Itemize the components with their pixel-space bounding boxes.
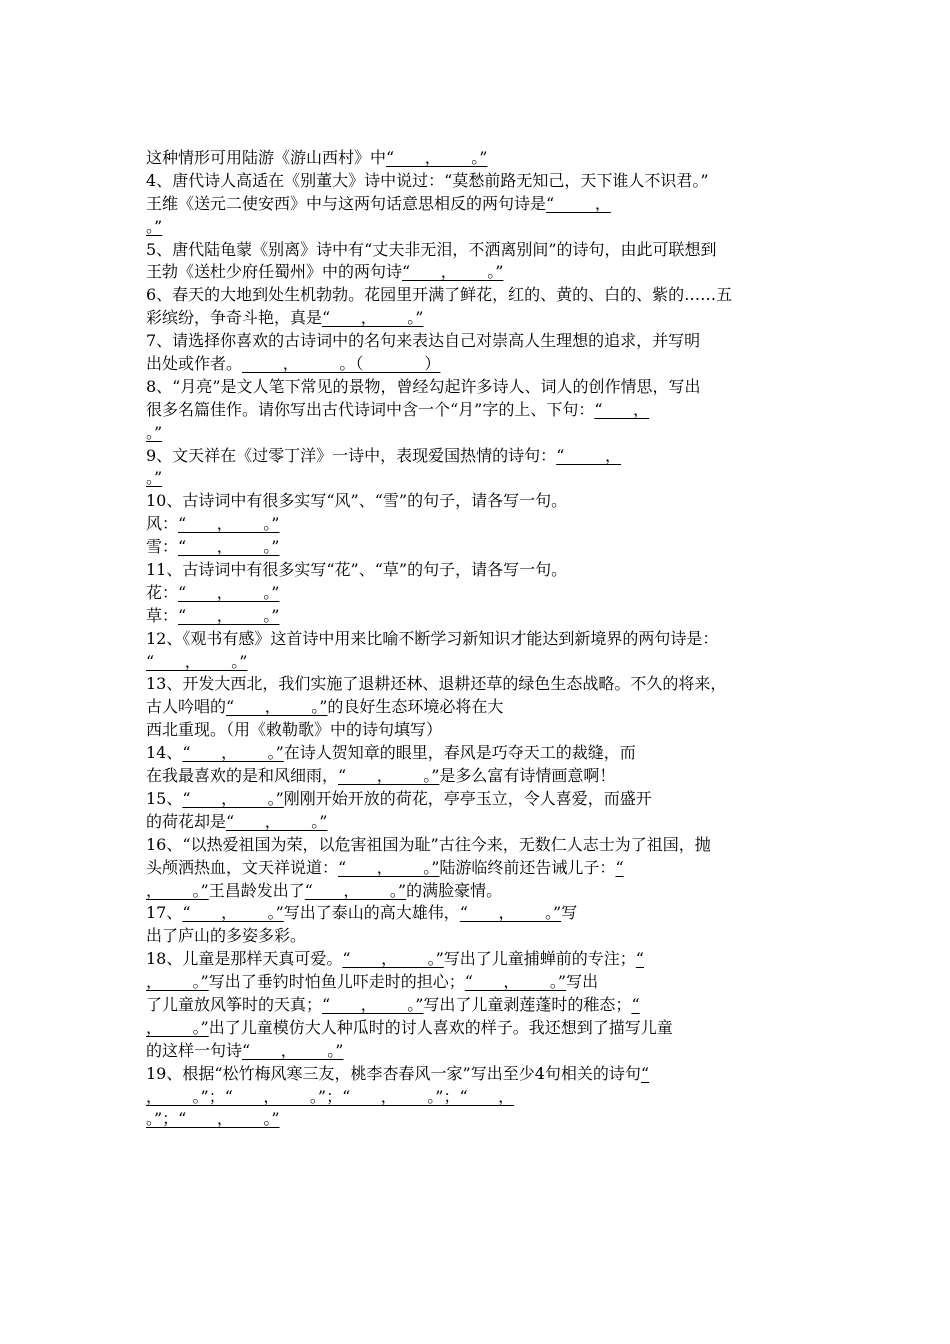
question-text: 写出了儿童剥莲蓬时的稚态； xyxy=(423,994,632,1014)
text-line xyxy=(146,147,811,170)
question-text: 的满脸豪情。 xyxy=(406,880,503,900)
text-line xyxy=(146,330,811,353)
text-line xyxy=(146,307,811,330)
text-line xyxy=(146,1040,811,1063)
question-text: 王维《送元二使安西》中与这两句话意思相反的两句诗是 xyxy=(146,193,547,213)
text-line xyxy=(146,490,811,513)
answer-blank[interactable]: “ ， 。” xyxy=(459,903,562,923)
question-text: 草： xyxy=(146,605,179,625)
answer-blank[interactable]: ， 。（ ） xyxy=(242,354,441,374)
answer-blank[interactable]: 。” xyxy=(146,216,163,236)
answer-blank[interactable]: “ ， 。” xyxy=(178,537,280,557)
question-text: 花： xyxy=(146,582,179,602)
question-text: 王昌龄发出了 xyxy=(208,880,305,900)
answer-blank[interactable]: ， 。”；“ ， 。”；“ ， 。”；“ ， xyxy=(146,1086,515,1106)
answer-blank[interactable]: “ xyxy=(640,1063,650,1083)
question-text: 出了儿童模仿大人种瓜时的讨人喜欢的样子。我还想到了描写儿童 xyxy=(208,1017,673,1037)
answer-blank[interactable]: “ ， 。” xyxy=(178,582,280,602)
text-line xyxy=(146,193,811,216)
text-line xyxy=(146,216,811,239)
text-line xyxy=(146,513,811,536)
text-line xyxy=(146,1086,811,1109)
question-text: 王勃《送杜少府任蜀州》中的两句诗 xyxy=(146,262,403,282)
question-text: 的良好生态环境必将在大 xyxy=(327,697,504,717)
answer-blank[interactable]: “ ， 。” xyxy=(178,514,280,534)
text-line xyxy=(146,925,811,948)
answer-blank[interactable]: “ ， 。” xyxy=(226,697,328,717)
text-line xyxy=(146,1063,811,1086)
question-text: 在诗人贺知章的眼里，春风是巧夺天工的裁缝，而 xyxy=(283,743,636,763)
question-text: 14、 xyxy=(146,743,183,763)
question-text: 6、春天的大地到处生机勃勃。花园里开满了鲜花，红的、黄的、白的、紫的……五 xyxy=(146,285,733,305)
question-text: 7、请选择你喜欢的古诗词中的名句来表达自己对崇高人生理想的追求，并写明 xyxy=(146,331,701,351)
question-text: 彩缤纷，争奇斗艳，真是 xyxy=(146,308,323,328)
text-line xyxy=(146,742,811,765)
answer-blank[interactable]: “ ， 。” xyxy=(226,811,328,831)
text-line xyxy=(146,559,811,582)
answer-blank[interactable]: “ ， 。” xyxy=(322,308,424,328)
answer-blank[interactable]: “ ， 。” xyxy=(386,148,488,167)
question-text: 16、“以热爱祖国为荣，以危害祖国为耻”古往今来，无数仁人志士为了祖国，抛 xyxy=(146,834,711,854)
question-text: 17、 xyxy=(146,903,183,923)
question-text: 风： xyxy=(146,514,179,534)
answer-blank[interactable]: “ ， 。” xyxy=(402,262,504,282)
question-text: 在我最喜欢的是和风细雨， xyxy=(146,766,339,786)
question-text: 11、古诗词中有很多实写“花”、“草”的句子，请各写一句。 xyxy=(146,560,568,580)
question-text: 13、开发大西北，我们实施了退耕还林、退耕还草的绿色生态战略。不久的将来， xyxy=(146,674,727,694)
question-text: 18、儿童是那样天真可爱。 xyxy=(146,949,343,969)
text-line xyxy=(146,353,811,376)
answer-blank[interactable]: ， 。” xyxy=(146,972,209,992)
question-text: 很多名篇佳作。请你写出古代诗词中含一个“月”字的上、下句： xyxy=(146,399,595,419)
answer-blank[interactable]: “ xyxy=(631,994,640,1014)
text-line xyxy=(146,857,811,880)
text-line xyxy=(146,1017,811,1040)
answer-blank[interactable]: “ ， 。” xyxy=(182,903,284,923)
question-text: 是多么富有诗情画意啊！ xyxy=(439,766,616,786)
text-line xyxy=(146,284,811,307)
text-line xyxy=(146,628,811,651)
answer-blank[interactable]: “ xyxy=(635,949,644,969)
text-line xyxy=(146,811,811,834)
question-text: 写出 xyxy=(566,972,599,992)
answer-blank[interactable]: “ ， 。” xyxy=(338,857,440,877)
text-line xyxy=(146,376,811,399)
text-line xyxy=(146,834,811,857)
question-text: 12、《观书有感》这首诗中用来比喻不断学习新知识才能达到新境界的两句诗是： xyxy=(146,628,719,648)
text-line xyxy=(146,605,811,628)
text-line xyxy=(146,445,811,468)
answer-blank[interactable]: “ ， 。” xyxy=(304,880,407,900)
question-text: 写出了儿童捕蝉前的专注； xyxy=(443,949,636,969)
answer-blank[interactable]: 。” xyxy=(146,468,163,488)
answer-blank[interactable]: “ ， 。” xyxy=(182,743,284,763)
text-line xyxy=(146,1108,811,1131)
worksheet-content xyxy=(146,147,811,1131)
question-text: 雪： xyxy=(146,537,179,557)
question-text: 写 xyxy=(561,903,578,923)
question-text: 的荷花却是 xyxy=(146,811,227,831)
answer-blank[interactable]: ， 。” xyxy=(146,1017,209,1037)
question-text: 这种情形可用陆游《游山西村》中 xyxy=(146,148,387,167)
answer-blank[interactable]: “ ， 。” xyxy=(322,994,424,1014)
answer-blank[interactable]: “ ， 。” xyxy=(338,766,440,786)
answer-blank[interactable]: “ ， 。” xyxy=(182,788,284,808)
text-line xyxy=(146,994,811,1017)
text-line xyxy=(146,971,811,994)
text-line xyxy=(146,696,811,719)
question-text: 了儿童放风筝时的天真； xyxy=(146,994,323,1014)
answer-blank[interactable]: “ ， xyxy=(594,399,650,419)
question-text: 刚刚开始开放的荷花，亭亭玉立，令人喜爱，而盛开 xyxy=(283,788,652,808)
question-text: 4、唐代诗人高适在《别董大》诗中说过：“莫愁前路无知己，天下谁人不识君。” xyxy=(146,170,709,190)
question-text: 陆游临终前还告诫儿子： xyxy=(439,857,616,877)
question-text: 15、 xyxy=(146,788,183,808)
question-text: 出了庐山的多姿多彩。 xyxy=(146,926,307,946)
answer-blank[interactable]: “ ， 。” xyxy=(178,605,280,625)
answer-blank[interactable]: “ ， xyxy=(546,193,611,213)
text-line xyxy=(146,261,811,284)
question-text: 头颅洒热血，文天祥说道： xyxy=(146,857,339,877)
question-text: 出处或作者。 xyxy=(146,354,243,374)
answer-blank[interactable]: “ ， xyxy=(556,445,622,465)
question-text: 19、根据“松竹梅风寒三友，桃李杏春风一家”写出至少4句相关的诗句 xyxy=(146,1063,641,1083)
text-line xyxy=(146,902,811,925)
text-line xyxy=(146,651,811,674)
question-text: 写出了垂钓时怕鱼儿吓走时的担心； xyxy=(208,972,465,992)
answer-blank[interactable]: “ ， 。” xyxy=(342,949,444,969)
text-line xyxy=(146,788,811,811)
text-line xyxy=(146,536,811,559)
text-line xyxy=(146,765,811,788)
question-text: 西北重现。（用《敕勒歌》中的诗句填写） xyxy=(146,720,443,740)
text-line xyxy=(146,948,811,971)
text-line xyxy=(146,673,811,696)
answer-blank[interactable]: 。” xyxy=(146,422,163,442)
text-line xyxy=(146,399,811,422)
answer-blank[interactable]: “ ， 。” xyxy=(464,972,567,992)
answer-blank[interactable]: “ ， 。” xyxy=(242,1040,344,1060)
text-line xyxy=(146,880,811,903)
question-text: 写出了泰山的高大雄伟， xyxy=(283,903,460,923)
text-line xyxy=(146,422,811,445)
question-text: 的这样一句诗 xyxy=(146,1040,243,1060)
text-line xyxy=(146,239,811,262)
question-text: 8、“月亮”是文人笔下常见的景物，曾经勾起许多诗人、词人的创作情思，写出 xyxy=(146,376,701,396)
answer-blank[interactable]: 。”；“ ， 。” xyxy=(146,1109,280,1129)
question-text: 古人吟唱的 xyxy=(146,697,227,717)
text-line xyxy=(146,170,811,193)
question-text: 9、文天祥在《过零丁洋》一诗中，表现爱国热情的诗句： xyxy=(146,445,557,465)
text-line xyxy=(146,582,811,605)
question-text: 5、唐代陆龟蒙《别离》诗中有“丈夫非无泪，不洒离别间”的诗句，由此可联想到 xyxy=(146,239,717,259)
answer-blank[interactable]: ， 。” xyxy=(146,880,209,900)
text-line xyxy=(146,467,811,490)
text-line xyxy=(146,719,811,742)
answer-blank[interactable]: “ ， 。” xyxy=(146,651,248,671)
answer-blank[interactable]: “ xyxy=(615,857,624,877)
question-text: 10、古诗词中有很多实写“风”、“雪”的句子，请各写一句。 xyxy=(146,491,568,511)
